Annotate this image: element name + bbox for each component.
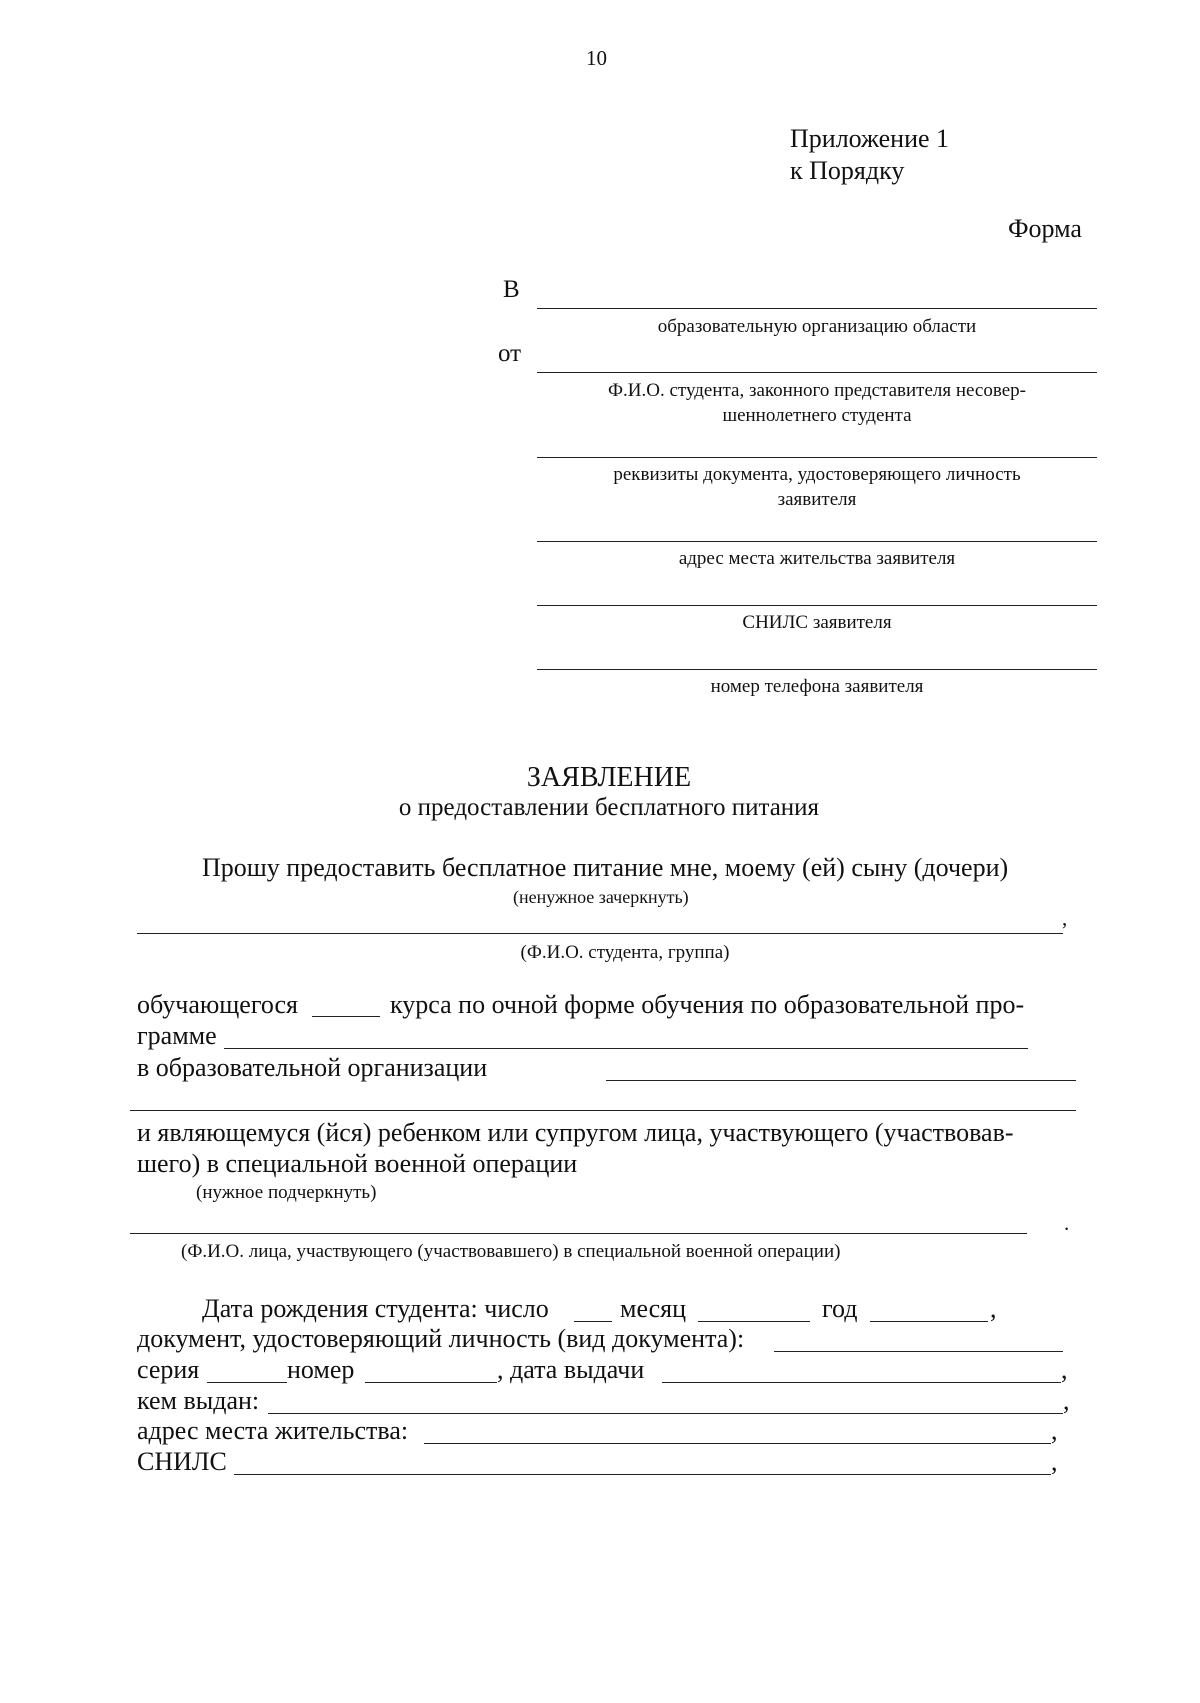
form-label: Форма	[1008, 214, 1082, 243]
number-label: номер	[287, 1355, 355, 1384]
course-prefix: обучающегося	[137, 990, 299, 1019]
phone-caption: номер телефона заявителя	[710, 676, 924, 697]
request-note: (ненужное зачеркнуть)	[513, 887, 689, 907]
applicant-name-field[interactable]	[537, 372, 1097, 373]
number-field[interactable]	[365, 1382, 497, 1383]
issued-by-label: кем выдан:	[137, 1386, 260, 1415]
svo-line-2: шего) в специальной военной операции	[137, 1149, 578, 1178]
id-document-caption-1: реквизиты документа, удостоверяющего личность	[613, 464, 1021, 485]
student-snils-comma: ,	[1051, 1447, 1058, 1476]
applicant-name-caption-1: Ф.И.О. студента, законного представителя несовер-	[608, 380, 1026, 401]
appendix-line-1: Приложение 1	[790, 124, 950, 153]
request-line: Прошу предоставить бесплатное питание мне, моему (ей) сыну (дочери)	[202, 853, 1009, 882]
program-prefix: грамме	[137, 1021, 217, 1050]
id-document-field[interactable]	[537, 457, 1097, 458]
education-organization-field[interactable]	[606, 1080, 1076, 1081]
organization-field[interactable]	[537, 308, 1097, 309]
svo-note: (нужное подчеркнуть)	[196, 1182, 377, 1203]
education-organization-field-2[interactable]	[130, 1110, 1076, 1111]
snils-caption: СНИЛС заявителя	[742, 612, 892, 633]
series-field[interactable]	[207, 1382, 287, 1383]
svo-person-field[interactable]	[130, 1233, 1027, 1234]
address-caption: адрес места жительства заявителя	[678, 548, 956, 569]
student-snils-field[interactable]	[234, 1474, 1051, 1475]
dob-label: Дата рождения студента: число	[202, 1294, 549, 1323]
series-label: серия	[137, 1355, 200, 1384]
student-name-field[interactable]	[137, 933, 1063, 934]
phone-field[interactable]	[537, 669, 1097, 670]
residence-address-field[interactable]	[424, 1443, 1051, 1444]
student-caption: (Ф.И.О. студента, группа)	[520, 942, 730, 963]
svo-line-1: и являющемуся (йся) ребенком или супругом лица, участвующего (участвовав-	[137, 1118, 1014, 1147]
organization-caption: образовательную организацию области	[657, 316, 977, 337]
appendix-line-2: к Порядку	[790, 156, 905, 185]
issued-by-field[interactable]	[268, 1413, 1063, 1414]
to-prefix: В	[503, 276, 520, 303]
dob-month-field[interactable]	[698, 1321, 810, 1322]
document-title: ЗАЯВЛЕНИЕ	[526, 762, 692, 793]
doc-type-field[interactable]	[774, 1351, 1063, 1352]
dob-year-label: год	[822, 1294, 858, 1323]
issue-date-field[interactable]	[662, 1382, 1061, 1383]
snils-field[interactable]	[537, 605, 1097, 606]
issue-date-label: , дата выдачи	[497, 1355, 645, 1384]
dob-day-field[interactable]	[574, 1321, 612, 1322]
student-comma: ,	[1062, 906, 1068, 930]
program-field[interactable]	[224, 1048, 1028, 1049]
svo-period: .	[1064, 1211, 1070, 1235]
course-field[interactable]	[312, 1016, 380, 1017]
from-prefix: от	[498, 340, 522, 367]
page-number: 10	[586, 46, 607, 70]
organization-prefix: в образовательной организации	[137, 1053, 488, 1082]
course-suffix: курса по очной форме обучения по образовательной про-	[390, 990, 1025, 1019]
svo-person-caption: (Ф.И.О. лица, участвующего (участвовавшего) в специальной военной операции)	[181, 1241, 841, 1262]
address-field[interactable]	[537, 541, 1097, 542]
dob-month-label: месяц	[620, 1294, 687, 1323]
residence-address-label: адрес места жительства:	[137, 1416, 409, 1445]
issued-by-comma: ,	[1063, 1386, 1070, 1415]
student-snils-label: СНИЛС	[137, 1447, 227, 1476]
dob-comma: ,	[990, 1294, 997, 1323]
residence-address-comma: ,	[1051, 1416, 1058, 1445]
applicant-name-caption-2: шеннолетнего студента	[722, 405, 912, 426]
id-document-caption-2: заявителя	[777, 489, 857, 510]
doc-type-label: документ, удостоверяющий личность (вид документа):	[137, 1324, 745, 1353]
document-subtitle: о предоставлении бесплатного питания	[398, 794, 820, 821]
dob-year-field[interactable]	[870, 1321, 988, 1322]
issue-date-comma: ,	[1061, 1355, 1068, 1384]
